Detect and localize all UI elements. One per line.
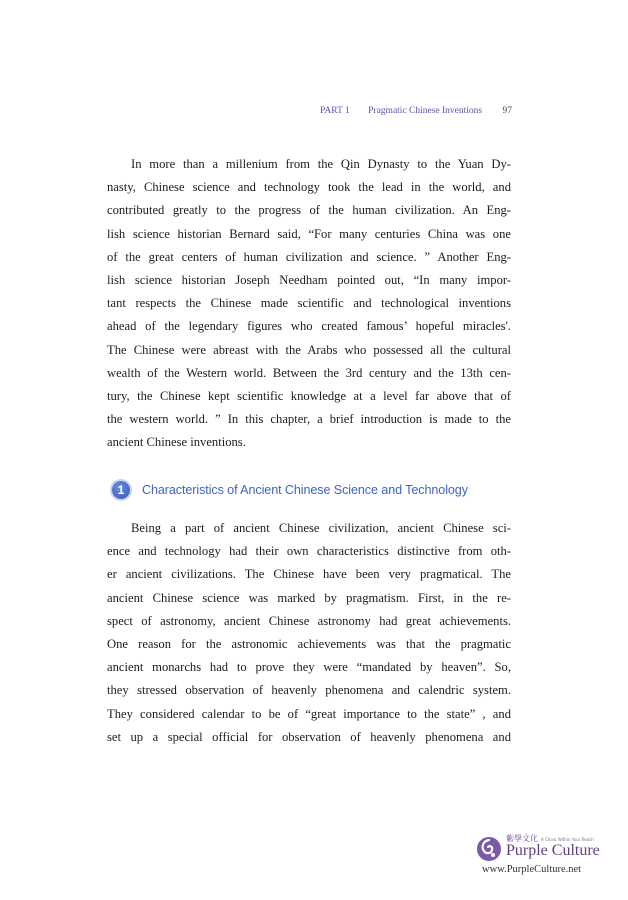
watermark-brand: Purple Culture — [506, 842, 600, 859]
text-line: ancient monarchs had to prove they were “mandated by heaven”. So, — [107, 660, 511, 675]
page-number: 97 — [502, 106, 512, 116]
text-line: set up a special official for observation of heavenly phenomena and — [107, 729, 511, 744]
text-line: nasty, Chinese science and technology took the lead in the world, and — [107, 180, 511, 195]
watermark-url: www.PurpleCulture.net — [482, 864, 582, 875]
purple-culture-watermark — [476, 832, 606, 876]
text-line: the western world. ” In this chapter, a brief introduction is made to the — [107, 412, 511, 427]
text-line: Being a part of ancient Chinese civilization, ancient Chinese sci- — [131, 521, 511, 535]
text-line: ancient Chinese science was marked by pragmatism. First, in the re- — [107, 590, 511, 605]
section-number-badge: 1 — [112, 481, 130, 499]
watermark-chinese-text: 紫學文化 — [506, 834, 538, 843]
text-line: wealth of the Western world. Between the 3rd century and the 13th cen- — [107, 365, 511, 380]
text-line: contributed greatly to the progress of the human civilization. An Eng- — [107, 203, 511, 218]
text-line: In more than a millenium from the Qin Dynasty to the Yuan Dy- — [131, 157, 511, 171]
text-line: The Chinese were abreast with the Arabs who possessed all the cultural — [107, 342, 511, 357]
text-line: ahead of the legendary figures who created famous’ hopeful miracles'. — [107, 319, 511, 334]
text-line: They considered calendar to be of “great importance to the state” , and — [107, 706, 511, 721]
watermark-tagline: A China Within Your Reach — [541, 837, 594, 842]
text-line: lish science historian Bernard said, “For many centuries China was one — [107, 226, 511, 241]
purple-culture-logo-icon — [476, 836, 502, 862]
text-line: er ancient civilizations. The Chinese have been very pragmatical. The — [107, 567, 511, 582]
text-line: One reason for the astronomic achievements was that the pragmatic — [107, 636, 511, 651]
text-line: ence and technology had their own characteristics distinctive from oth- — [107, 544, 511, 559]
text-line: of the great centers of human civilization and science. ” Another Eng- — [107, 249, 511, 264]
text-line: tant respects the Chinese made scientific and technological inventions — [107, 296, 511, 311]
running-header — [320, 106, 512, 116]
text-line: lish science historian Joseph Needham pointed out, “In many impor- — [107, 272, 511, 287]
text-line: tury, the Chinese kept scientific knowledge at a level far above that of — [107, 388, 511, 403]
intro-paragraph — [107, 153, 511, 454]
text-line: ancient Chinese inventions. — [107, 435, 246, 450]
section-title: Characteristics of Ancient Chinese Science and Technology — [142, 483, 468, 497]
body-paragraph — [107, 517, 511, 749]
header-part: PART 1 — [319, 106, 350, 116]
header-chapter: Pragmatic Chinese Inventions — [368, 106, 483, 116]
section-heading — [112, 478, 468, 502]
text-line: spect of astronomy, ancient Chinese astronomy had great achievements. — [107, 613, 511, 628]
text-line: they stressed observation of heavenly phenomena and calendric system. — [107, 683, 511, 698]
